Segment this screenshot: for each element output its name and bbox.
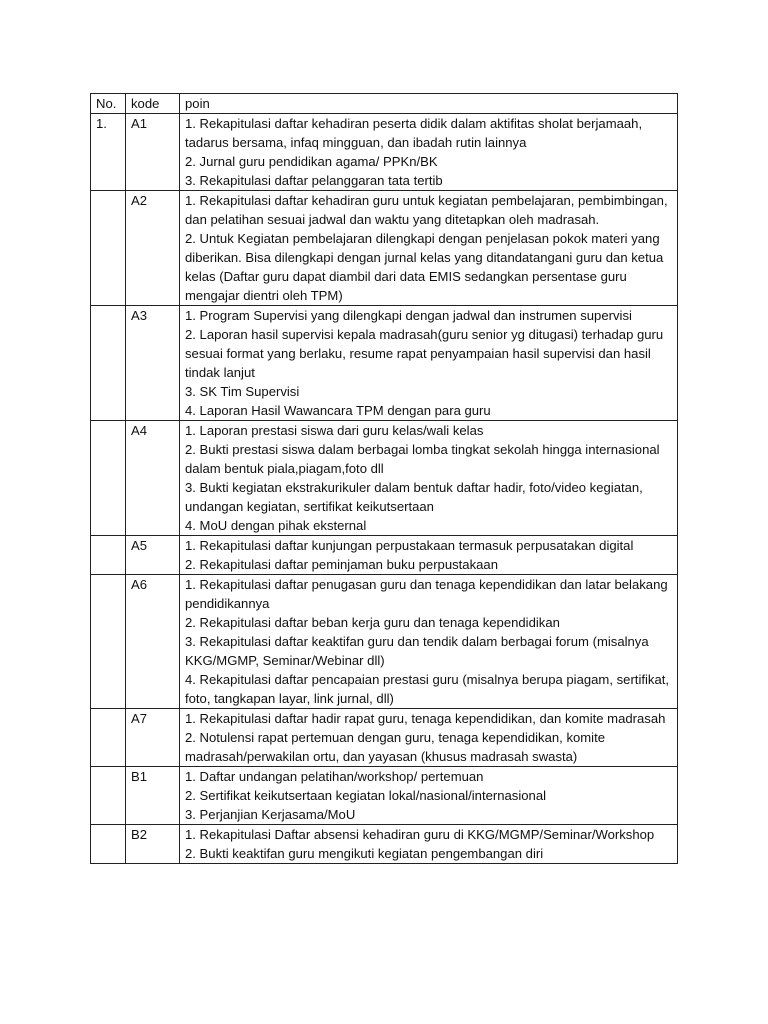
cell-kode: B1 xyxy=(126,767,180,825)
cell-poin xyxy=(180,306,678,421)
poin-item: 2. Bukti prestasi siswa dalam berbagai lomba tingkat sekolah hingga internasional dalam bentuk piala,piagam,foto dll xyxy=(185,442,660,476)
poin-item: 1. Rekapitulasi daftar kunjungan perpustakaan termasuk perpusatakan digital xyxy=(185,538,634,553)
poin-item: 4. Laporan Hasil Wawancara TPM dengan para guru xyxy=(185,403,491,418)
table-row xyxy=(91,575,678,709)
cell-no xyxy=(91,536,126,575)
poin-item: 4. Rekapitulasi daftar pencapaian prestasi guru (misalnya berupa piagam, sertifikat, foto, tangkapan layar, link jurnal, dll) xyxy=(185,672,670,706)
cell-no xyxy=(91,575,126,709)
poin-item: 1. Rekapitulasi daftar kehadiran peserta didik dalam aktifitas sholat berjamaah, tadarus bersama, infaq mingguan, dan ibadah rutin lainnya xyxy=(185,116,643,150)
table-row xyxy=(91,767,678,825)
cell-kode: B2 xyxy=(126,825,180,864)
cell-poin xyxy=(180,825,678,864)
cell-poin xyxy=(180,114,678,191)
cell-no xyxy=(91,191,126,306)
cell-no xyxy=(91,306,126,421)
cell-kode: A3 xyxy=(126,306,180,421)
poin-item: 2. Notulensi rapat pertemuan dengan guru, tenaga kependidikan, komite madrasah/perwakilan ortu, dan yayasan (khusus madrasah swasta) xyxy=(185,730,606,764)
poin-item: 1. Laporan prestasi siswa dari guru kelas/wali kelas xyxy=(185,423,484,438)
header-kode: kode xyxy=(126,94,180,114)
table-row xyxy=(91,536,678,575)
header-poin: poin xyxy=(180,94,678,114)
cell-no xyxy=(91,825,126,864)
poin-item: 2. Jurnal guru pendidikan agama/ PPKn/BK xyxy=(185,154,438,169)
table-row xyxy=(91,709,678,767)
poin-item: 3. SK Tim Supervisi xyxy=(185,384,300,399)
cell-poin xyxy=(180,767,678,825)
table-row xyxy=(91,114,678,191)
poin-item: 3. Rekapitulasi daftar pelanggaran tata tertib xyxy=(185,173,443,188)
cell-poin xyxy=(180,191,678,306)
poin-item: 1. Rekapitulasi daftar kehadiran guru untuk kegiatan pembelajaran, pembimbingan, dan pelatihan sesuai jadwal dan waktu yang ditetapkan oleh madrasah. xyxy=(185,193,668,227)
poin-item: 2. Sertifikat keikutsertaan kegiatan lokal/nasional/internasional xyxy=(185,788,547,803)
cell-no: 1. xyxy=(91,114,126,191)
poin-item: 1. Rekapitulasi Daftar absensi kehadiran guru di KKG/MGMP/Seminar/Workshop xyxy=(185,827,655,842)
table-row xyxy=(91,306,678,421)
poin-item: 4. MoU dengan pihak eksternal xyxy=(185,518,367,533)
cell-no xyxy=(91,709,126,767)
poin-item: 2. Untuk Kegiatan pembelajaran dilengkapi dengan penjelasan pokok materi yang diberikan. Bisa dilengkapi dengan jurnal kelas yang ditandatangani guru dan ketua kelas (Daftar guru dapat diambil dari data EMIS sedangkan persentase guru mengajar dientri oleh TPM) xyxy=(185,231,664,303)
cell-poin xyxy=(180,709,678,767)
poin-item: 3. Rekapitulasi daftar keaktifan guru dan tendik dalam berbagai forum (misalnya KKG/MGMP, Seminar/Webinar dll) xyxy=(185,634,649,668)
poin-item: 2. Rekapitulasi daftar beban kerja guru dan tenaga kependidikan xyxy=(185,615,560,630)
poin-item: 2. Rekapitulasi daftar peminjaman buku perpustakaan xyxy=(185,557,498,572)
header-no: No. xyxy=(91,94,126,114)
cell-kode: A5 xyxy=(126,536,180,575)
table-body xyxy=(91,114,678,864)
poin-item: 2. Bukti keaktifan guru mengikuti kegiatan pengembangan diri xyxy=(185,846,544,861)
cell-poin xyxy=(180,575,678,709)
cell-kode: A4 xyxy=(126,421,180,536)
cell-kode: A6 xyxy=(126,575,180,709)
cell-poin xyxy=(180,421,678,536)
poin-item: 1. Rekapitulasi daftar hadir rapat guru, tenaga kependidikan, dan komite madrasah xyxy=(185,711,666,726)
poin-item: 3. Bukti kegiatan ekstrakurikuler dalam bentuk daftar hadir, foto/video kegiatan, undangan kegiatan, sertifikat keikutsertaan xyxy=(185,480,643,514)
table-row xyxy=(91,825,678,864)
table-row xyxy=(91,191,678,306)
poin-item: 3. Perjanjian Kerjasama/MoU xyxy=(185,807,356,822)
table-header-row xyxy=(91,94,678,114)
poin-item: 2. Laporan hasil supervisi kepala madrasah(guru senior yg ditugasi) terhadap guru sesuai format yang berlaku, resume rapat penyampaian hasil supervisi dan hasil tindak lanjut xyxy=(185,327,664,380)
table-row xyxy=(91,421,678,536)
cell-kode: A7 xyxy=(126,709,180,767)
cell-no xyxy=(91,767,126,825)
cell-kode: A1 xyxy=(126,114,180,191)
cell-kode: A2 xyxy=(126,191,180,306)
evidence-table xyxy=(90,93,678,864)
poin-item: 1. Rekapitulasi daftar penugasan guru dan tenaga kependidikan dan latar belakang pendidikannya xyxy=(185,577,668,611)
cell-no xyxy=(91,421,126,536)
poin-item: 1. Daftar undangan pelatihan/workshop/ pertemuan xyxy=(185,769,484,784)
cell-poin xyxy=(180,536,678,575)
poin-item: 1. Program Supervisi yang dilengkapi dengan jadwal dan instrumen supervisi xyxy=(185,308,632,323)
